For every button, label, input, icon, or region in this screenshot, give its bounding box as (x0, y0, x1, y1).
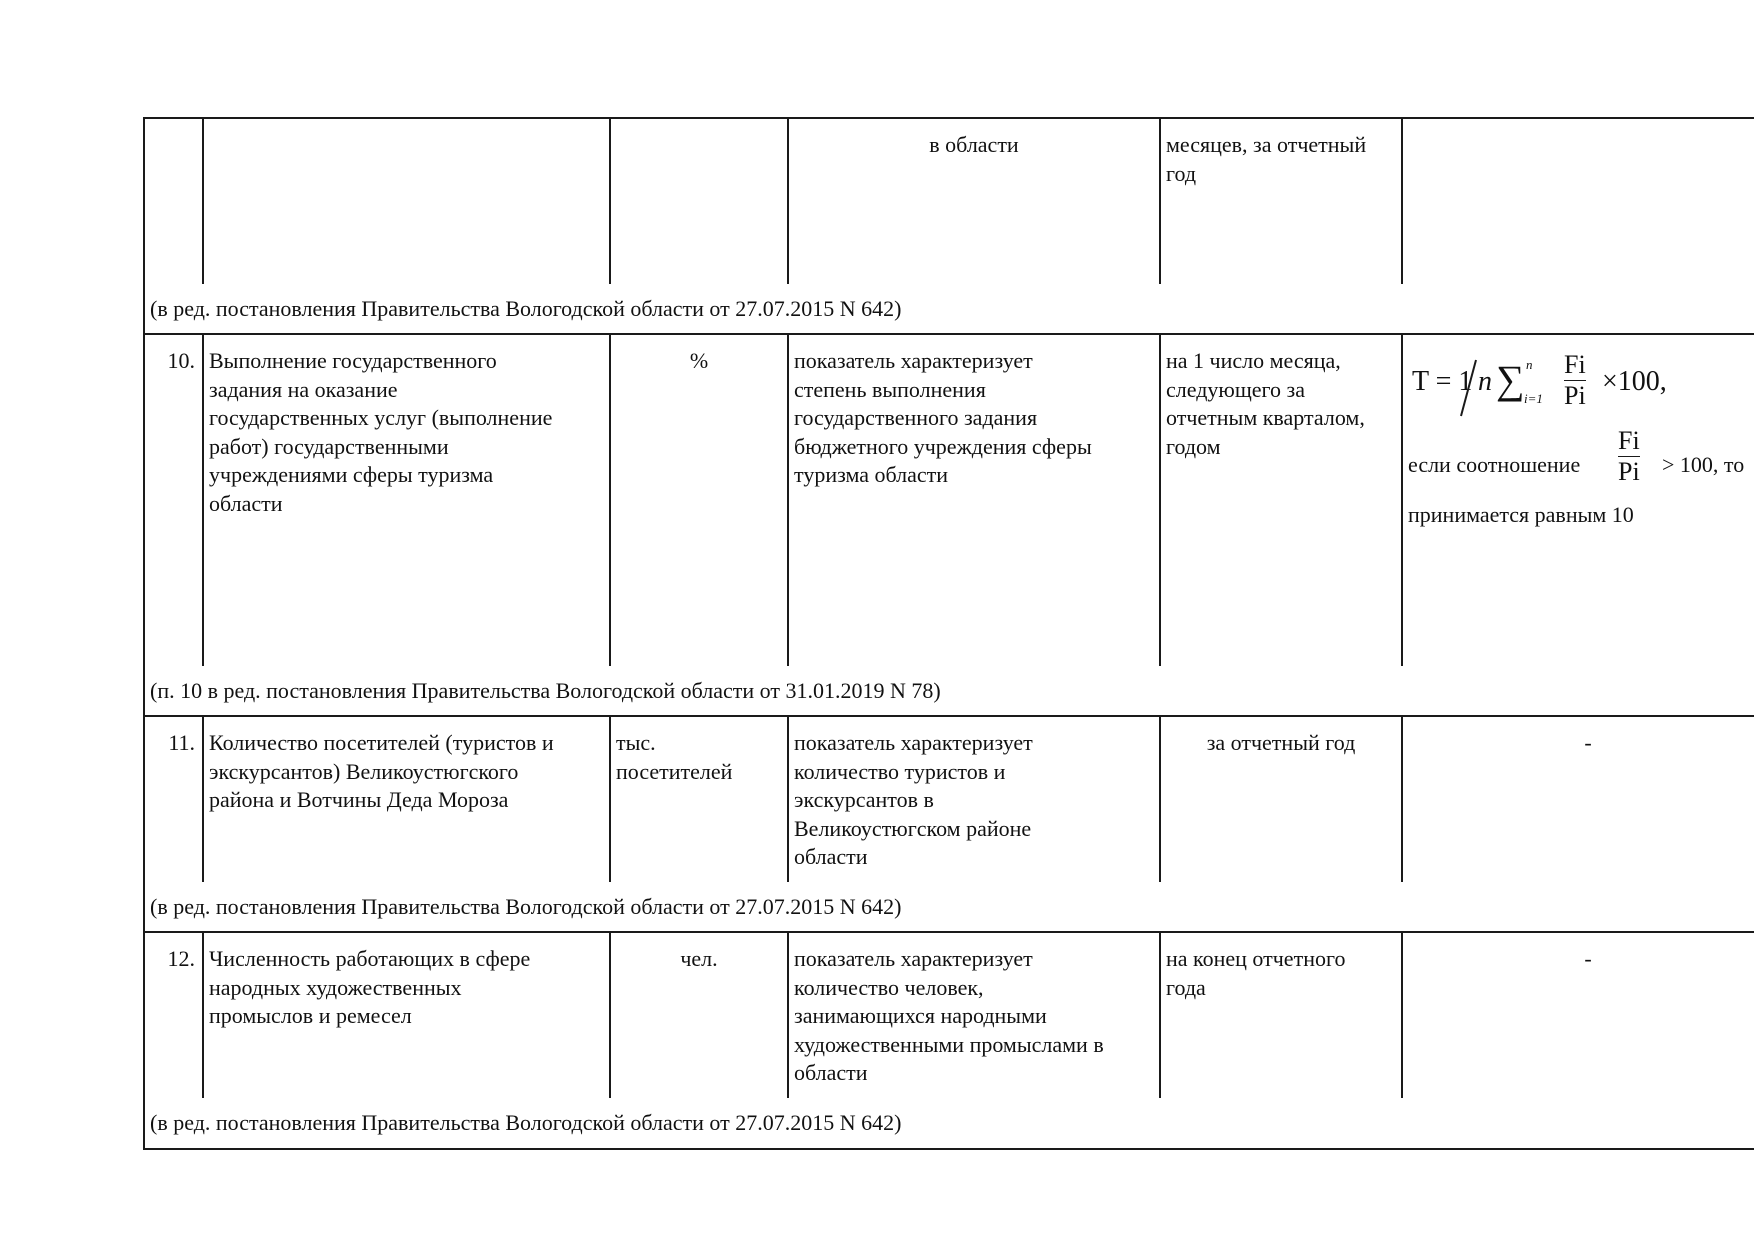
formula-fraction: Fi Pi (1564, 350, 1586, 411)
row-12-name: Численность работающих в сфере народных художественных промыслов и ремесел (209, 946, 531, 1028)
amendment-note: (в ред. постановления Правительства Вологодской области от 27.07.2015 N 642) (150, 1110, 902, 1135)
col-sep (202, 715, 204, 882)
row-12-top-border (143, 931, 1754, 933)
formula-n: n (1478, 366, 1492, 397)
formula-tail: ×100, (1602, 366, 1667, 397)
row-12-formula: - (1584, 946, 1592, 971)
col-sep (787, 333, 789, 666)
col-sep (1159, 117, 1161, 284)
row-11-unit: тыс. посетителей (616, 730, 733, 784)
col-sep (787, 117, 789, 284)
formula-condition-tail: > 100, то (1662, 452, 1745, 477)
row-10-period: на 1 число месяца, следующего за отчетным кварталом, годом (1166, 348, 1365, 459)
row-10-formula (1408, 348, 1754, 548)
col-sep (787, 715, 789, 882)
row-10-number: 10. (167, 348, 195, 373)
col-sep (787, 931, 789, 1098)
col-sep (1401, 117, 1403, 284)
formula-slash (1458, 358, 1478, 418)
row-11-formula: - (1584, 730, 1592, 755)
amendment-note: (в ред. постановления Правительства Вологодской области от 27.07.2015 N 642) (150, 296, 902, 321)
table-top-border (143, 117, 1754, 119)
col-sep (1159, 931, 1161, 1098)
formula-condition-text: если соотношение (1408, 452, 1581, 477)
row-10-unit: % (689, 348, 709, 373)
formula-lhs: T = 1 (1412, 366, 1473, 397)
col-sep (1401, 931, 1403, 1098)
sum-upper-limit: n (1526, 357, 1533, 372)
row-10-description: показатель характеризует степень выполнения государственного задания бюджетного учреждения сферы туризма области (794, 348, 1092, 487)
col-sep (609, 117, 611, 284)
sum-symbol: ∑ (1496, 357, 1525, 402)
amendment-note: (в ред. постановления Правительства Вологодской области от 27.07.2015 N 642) (150, 894, 902, 919)
continuation-period: месяцев, за отчетный год (1166, 132, 1367, 186)
sum-lower-limit: i=1 (1524, 391, 1543, 406)
row-11-number: 11. (168, 730, 195, 755)
col-sep (609, 715, 611, 882)
col-sep (202, 333, 204, 666)
row-11-description: показатель характеризует количество туристов и экскурсантов в Великоустюгском районе области (794, 730, 1033, 869)
row-12-unit: чел. (680, 946, 718, 971)
col-sep (1159, 333, 1161, 666)
col-sep (1401, 715, 1403, 882)
table-border-left (143, 117, 145, 1149)
row-12-period: на конец отчетного года (1166, 946, 1346, 1000)
row-11-period: за отчетный год (1206, 730, 1356, 755)
row-10-top-border (143, 333, 1754, 335)
row-12-number: 12. (167, 946, 195, 971)
col-sep (1159, 715, 1161, 882)
table-bottom-border (143, 1148, 1754, 1150)
col-sep (609, 931, 611, 1098)
col-sep (1401, 333, 1403, 666)
amendment-note: (п. 10 в ред. постановления Правительства Вологодской области от 31.01.2019 N 78) (150, 678, 941, 703)
col-sep (609, 333, 611, 666)
formula-accept-text: принимается равным 10 (1408, 502, 1634, 527)
row-10-name: Выполнение государственного задания на оказание государственных услуг (выполнение работ) государственными учреждениями сферы туризма области (209, 348, 553, 516)
row-11-top-border (143, 715, 1754, 717)
col-sep (202, 931, 204, 1098)
continuation-description: в области (929, 132, 1019, 157)
row-12-description: показатель характеризует количество человек, занимающихся народными художественными промыслами в области (794, 946, 1104, 1085)
col-sep (202, 117, 204, 284)
condition-fraction: Fi Pi (1618, 426, 1640, 487)
row-11-name: Количество посетителей (туристов и экскурсантов) Великоустюгского района и Вотчины Деда Мороза (209, 730, 554, 812)
